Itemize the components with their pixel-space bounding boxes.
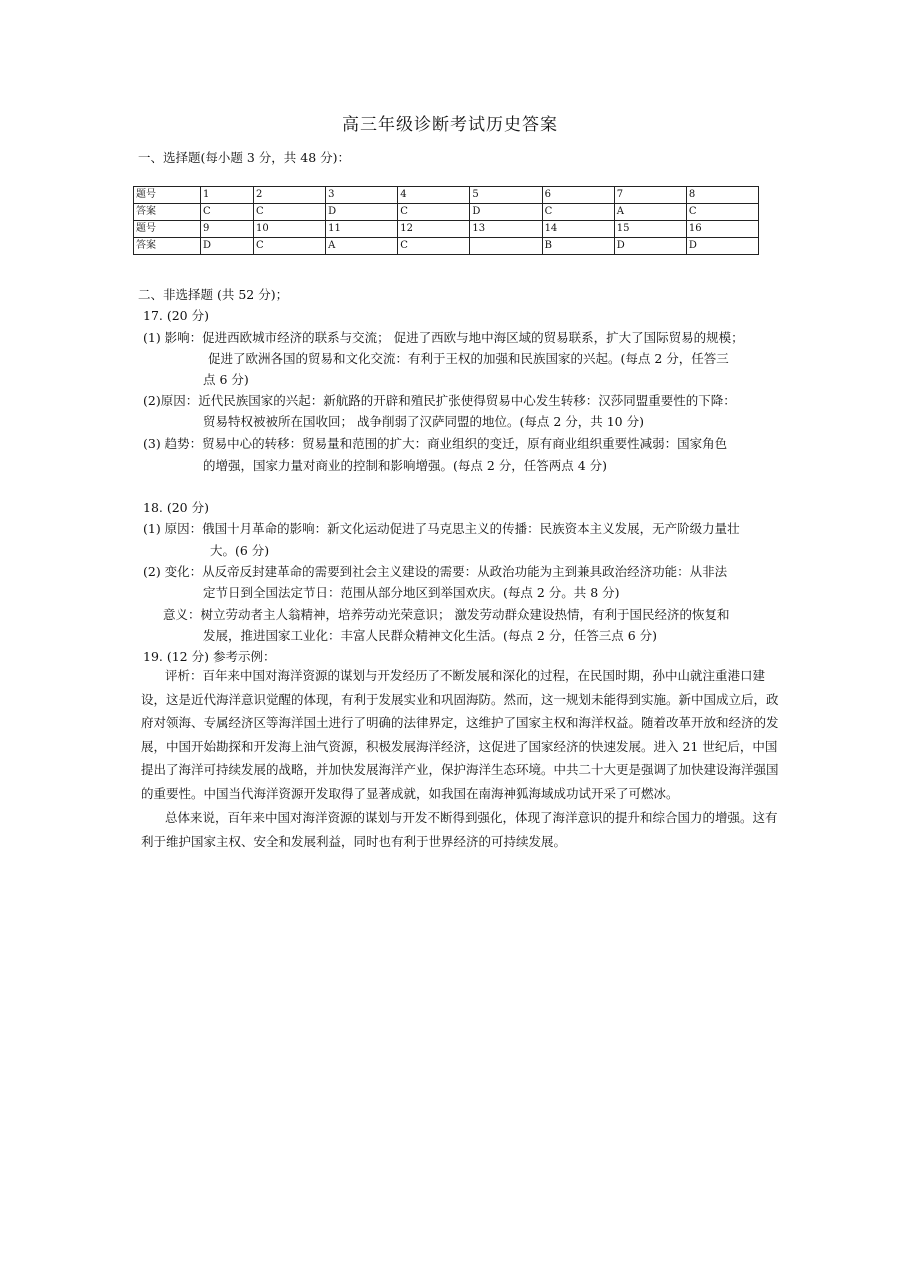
table-cell: 8 [686, 187, 758, 204]
table-cell: C [254, 204, 326, 221]
q17-part3-line1: (3) 趋势：贸易中心的转移：贸易量和范围的扩大：商业组织的变迁，原有商业组织重要性减弱：国家角色 [143, 436, 728, 451]
q18-part3-line2: 发展，推进国家工业化：丰富人民群众精神文化生活。(每点 2 分，任答三点 6 分) [203, 628, 658, 643]
q17-part2-line2: 贸易特权被被所在国收回； 战争削弱了汉萨同盟的地位。(每点 2 分，共 10 分) [203, 414, 644, 429]
table-cell [470, 238, 542, 255]
table-cell: A [326, 238, 398, 255]
table-cell: 16 [686, 221, 758, 238]
table-cell: 3 [326, 187, 398, 204]
answer-table [133, 186, 759, 255]
q17-part1-line1: (1) 影响：促进西欧城市经济的联系与交流； 促进了西欧与地中海区域的贸易联系，扩大了国际贸易的规模； [143, 330, 744, 345]
table-cell: D [201, 238, 254, 255]
table-cell: C [542, 204, 614, 221]
table-cell: C [398, 204, 470, 221]
table-cell: 6 [542, 187, 614, 204]
q17-part2-line1: (2)原因：近代民族国家的兴起：新航路的开辟和殖民扩张使得贸易中心发生转移：汉莎同盟重要性的下降： [143, 393, 736, 408]
q17-part3-line2: 的增强，国家力量对商业的控制和影响增强。(每点 2 分，任答两点 4 分) [203, 458, 608, 473]
table-cell: A [614, 204, 686, 221]
table-cell: C [398, 238, 470, 255]
q18-header: 18. (20 分) [143, 500, 209, 515]
table-row-header: 题号 [134, 187, 201, 204]
table-cell: 4 [398, 187, 470, 204]
table-cell: 11 [326, 221, 398, 238]
table-cell: C [254, 238, 326, 255]
table-cell: 10 [254, 221, 326, 238]
table-cell: 14 [542, 221, 614, 238]
q19-paragraph-1: 评析：百年来中国对海洋资源的谋划与开发经历了不断发展和深化的过程，在民国时期，孙中山就注重港口建设，这是近代海洋意识觉醒的体现，有利于发展实业和巩固海防。然而，这一规划未能得到实施。新中国成立后，政府对领海、专属经济区等海洋国土进行了明确的法律界定，这维护了国家主权和海洋权益。随着改革开放和经济的发展，中国开始勘探和开发海上油气资源，积极发展海洋经济，这促进了国家经济的快速发展。进入 21 世纪后，中国提出了海洋可持续发展的战略，并加快发展海洋产业，保护海洋生态环境。中共二十大更是强调了加快建设海洋强国的重要性。中国当代海洋资源开发取得了显著成就，如我国在南海神狐海域成功试开采了可燃冰。 [141, 668, 779, 801]
table-row-header: 题号 [134, 221, 201, 238]
q17-part1-line3: 点 6 分) [203, 372, 249, 387]
table-cell: D [470, 204, 542, 221]
table-cell: D [686, 238, 758, 255]
q18-part1-line2: 大。(6 分) [210, 543, 270, 558]
section-choice-heading: 一、选择题(每小题 3 分，共 48 分)： [138, 150, 351, 165]
table-cell: 12 [398, 221, 470, 238]
table-cell: 7 [614, 187, 686, 204]
table-row [134, 238, 759, 255]
table-cell: D [614, 238, 686, 255]
table-row [134, 204, 759, 221]
table-cell: 9 [201, 221, 254, 238]
q18-part3-line1: 意义：树立劳动者主人翁精神，培养劳动光荣意识； 激发劳动群众建设热情，有利于国民经济的恢复和 [163, 607, 730, 622]
table-cell: 13 [470, 221, 542, 238]
q18-part2-line2: 定节日到全国法定节日：范围从部分地区到举国欢庆。(每点 2 分。共 8 分) [203, 585, 620, 600]
table-cell: 2 [254, 187, 326, 204]
section-nonchoice-heading: 二、非选择题 (共 52 分)； [138, 287, 289, 302]
table-cell: C [686, 204, 758, 221]
q17-header: 17. (20 分) [143, 308, 209, 323]
q19-paragraph-2: 总体来说，百年来中国对海洋资源的谋划与开发不断得到强化，体现了海洋意识的提升和综合国力的增强。这有利于维护国家主权、安全和发展利益，同时也有利于世界经济的可持续发展。 [141, 810, 778, 849]
table-cell: C [201, 204, 254, 221]
q18-part2-line1: (2) 变化：从反帝反封建革命的需要到社会主义建设的需要：从政治功能为主到兼具政治经济功能：从非法 [143, 564, 728, 579]
q18-part1-line1: (1) 原因：俄国十月革命的影响：新文化运动促进了马克思主义的传播：民族资本主义发展，无产阶级力量壮 [143, 521, 740, 536]
page-title: 高三年级诊断考试历史答案 [342, 115, 558, 135]
table-cell: 1 [201, 187, 254, 204]
table-cell: 5 [470, 187, 542, 204]
q19-header: 19. (12 分) 参考示例： [143, 649, 276, 664]
table-row-header: 答案 [134, 204, 201, 221]
table-cell: B [542, 238, 614, 255]
table-row [134, 187, 759, 204]
table-cell: D [326, 204, 398, 221]
table-cell: 15 [614, 221, 686, 238]
table-row [134, 221, 759, 238]
table-row-header: 答案 [134, 238, 201, 255]
q17-part1-line2: 促进了欧洲各国的贸易和文化交流：有利于王权的加强和民族国家的兴起。(每点 2 分，任答三 [208, 351, 729, 366]
